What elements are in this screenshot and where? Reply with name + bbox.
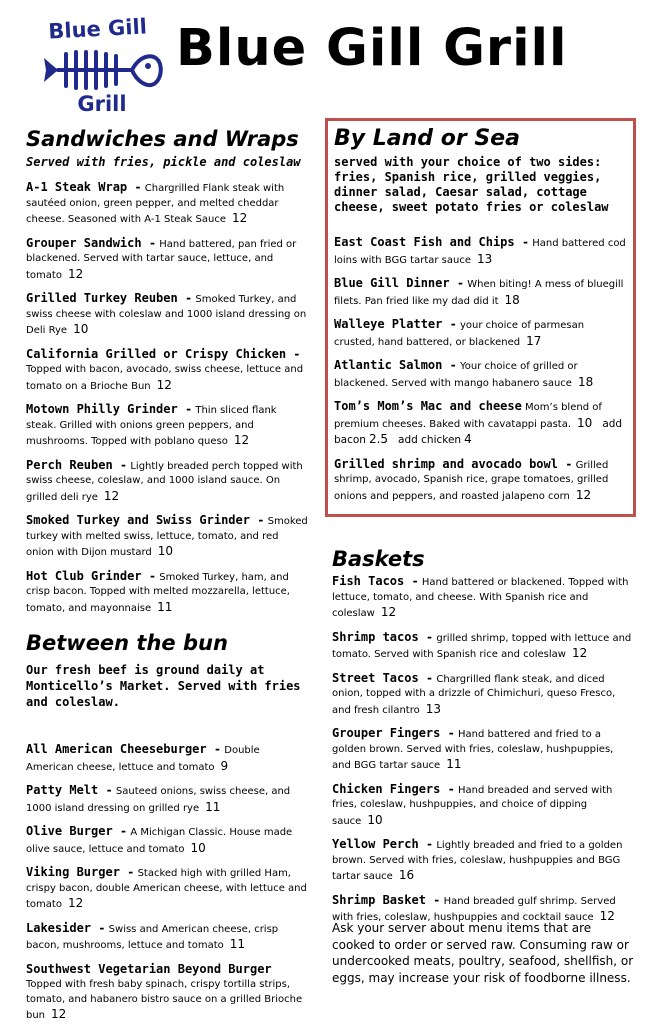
menu-item-name: Southwest Vegetarian Beyond Burger	[26, 961, 272, 976]
menu-item-name: Grilled Turkey Reuben -	[26, 291, 193, 305]
menu-item	[332, 574, 632, 622]
menu-item-price: 13	[425, 701, 442, 716]
menu-item	[26, 569, 308, 617]
menu-item-description: Hand battered and fried to a golden brown. Served with fries, coleslaw, hushpuppies, and BGG tartar sauce	[332, 729, 614, 771]
sandwich-list	[26, 180, 308, 616]
menu-item-price: 12	[380, 605, 397, 619]
menu-item	[332, 837, 632, 885]
left-column	[26, 126, 308, 1024]
menu-item-price: 18	[504, 292, 520, 307]
menu-item	[26, 783, 308, 816]
menu-item-price: 12	[575, 487, 592, 502]
menu-item-name: Shrimp tacos -	[332, 629, 434, 644]
menu-item	[26, 180, 308, 228]
menu-item-price: 11	[157, 599, 173, 614]
menu-item-name: Fish Tacos -	[332, 574, 419, 588]
menu-item-description: grilled shrimp, topped with lettuce and tomato. Served with Spanish rice and coleslaw	[332, 632, 632, 660]
menu-item-price: 16	[398, 868, 415, 882]
menu-item-name: Tom’s Mom’s Mac and cheese	[334, 399, 522, 413]
menu-item-description: Hand battered or blackened. Topped with lettuce, tomato, and cheese. With Spanish rice and coleslaw	[332, 577, 629, 619]
menu-item-description: Swiss and American cheese, crisp bacon, mushrooms, lettuce and tomato	[26, 923, 279, 951]
menu-item-price: 10	[190, 840, 206, 855]
menu-item-description: Mom’s blend of premium cheeses. Baked with cavatappi pasta.	[334, 402, 602, 430]
menu-item-name: Yellow Perch -	[332, 837, 434, 851]
menu-item-price: 12	[233, 433, 250, 447]
menu-item-description: Your choice of grilled or blackened. Served with mango habanero sauce	[334, 361, 578, 389]
menu-item-price: 12	[51, 1007, 67, 1021]
menu-item	[334, 358, 627, 391]
menu-item-description: Chargrilled Flank steak with sautéed onion, green pepper, and melted cheddar cheese. Seasoned with A-1 Steak Sauce	[26, 183, 285, 225]
menu-item-price: 10	[73, 322, 89, 336]
logo-line1: Blue Gill	[47, 14, 148, 44]
menu-item-description: Lightly breaded and fried to a golden brown. Served with fries, coleslaw, hushpuppies and BGG tartar sauce	[332, 840, 623, 882]
menu-item-description: Hand battered cod loins with BGG tartar sauce	[334, 238, 626, 266]
menu-item-description: Topped with bacon, avocado, swiss cheese, lettuce and tomato on a Brioche Bun	[26, 364, 304, 392]
add-on-price: 4	[464, 432, 472, 446]
menu-item	[334, 457, 627, 505]
menu-item	[26, 402, 308, 450]
baskets-title: Baskets	[332, 547, 425, 571]
menu-item-description: your choice of parmesan crusted, hand battered, or blackened	[334, 320, 585, 348]
menu-item-description: Hand breaded and served with fries, coleslaw, hushpuppies, and choice of dipping sauce	[332, 784, 613, 827]
land-or-sea-list	[334, 235, 627, 504]
menu-item-name: Grilled shrimp and avocado bowl -	[334, 456, 573, 471]
menu-item-description: Smoked turkey with melted swiss, lettuce, tomato, and red onion with Dijon mustard	[26, 516, 308, 558]
menu-item-name: A-1 Steak Wrap -	[26, 180, 142, 194]
menu-item-description: A Michigan Classic. House made olive sauce, lettuce and tomato	[26, 827, 293, 855]
baskets-column	[332, 546, 632, 926]
land-or-sea-subtitle: served with your choice of two sides: fries, Spanish rice, grilled veggies, dinner salad, Caesar salad, cottage cheese, sweet potato fries or coleslaw	[334, 155, 609, 214]
menu-item-description: Chargrilled flank steak, and diced onion, topped with a drizzle of Chimichuri, queso Fresco, and fresh cilantro	[332, 673, 616, 716]
menu-item-description: Topped with fresh baby spinach, crispy tortilla strips, tomato, and habanero bistro sauce on a grilled Brioche bun	[26, 979, 303, 1021]
menu-item-name: Hot Club Grinder -	[26, 568, 157, 583]
menu-item-name: Blue Gill Dinner -	[334, 276, 465, 290]
menu-item-price: 13	[476, 251, 493, 266]
menu-item	[334, 235, 627, 268]
menu-item-description: Hand breaded gulf shrimp. Served with fries, coleslaw, hushpuppies and cocktail sauce	[332, 895, 616, 923]
menu-item-description: Stacked high with grilled Ham, crispy bacon, double American cheese, with lettuce and tomato	[26, 868, 307, 910]
menu-item	[26, 824, 308, 857]
menu-item-name: Viking Burger -	[26, 865, 135, 879]
logo-line2: Grill	[77, 92, 127, 116]
menu-item-name: Shrimp Basket -	[332, 892, 441, 907]
baskets-list	[332, 574, 632, 926]
menu-item-price: 17	[526, 333, 542, 348]
menu-item	[332, 671, 632, 719]
menu-item	[26, 742, 308, 775]
menu-item	[332, 782, 632, 830]
menu-item-description: Sauteed onions, swiss cheese, and 1000 island dressing on grilled rye	[26, 786, 291, 814]
menu-item-description: Smoked Turkey, and swiss cheese with coleslaw and 1000 island dressing on Deli Rye	[26, 294, 307, 336]
menu-item	[332, 630, 632, 663]
menu-item	[334, 399, 627, 449]
menu-item	[334, 276, 627, 309]
menu-item-price: 11	[205, 799, 221, 814]
menu-item-name: Perch Reuben -	[26, 457, 128, 472]
menu-item-description: Lightly breaded perch topped with swiss cheese, coleslaw, and 1000 island sauce. On grilled deli rye	[26, 460, 303, 503]
menu-item-description: When biting! A mess of bluegill filets. Pan fried like my dad did it	[334, 279, 624, 307]
menu-item-price: 9	[220, 758, 229, 773]
menu-item-name: Grouper Sandwich -	[26, 235, 157, 250]
fish-skeleton-icon	[36, 14, 166, 118]
bun-list	[26, 742, 308, 1024]
consumer-advisory: Ask your server about menu items that are cooked to order or served raw. Consuming raw or undercooked meats, poultry, seafood, shellfish, or eggs, may increase your risk of foodborne illness.	[332, 921, 634, 985]
logo	[36, 14, 166, 118]
add-on-label: add bacon	[334, 417, 623, 446]
menu-item-name: All American Cheeseburger -	[26, 742, 222, 756]
menu-item-name: Walleye Platter -	[334, 317, 457, 331]
menu-item-name: Smoked Turkey and Swiss Grinder -	[26, 513, 265, 527]
menu-item-price: 12	[599, 909, 615, 923]
menu-item-price: 11	[446, 757, 462, 771]
menu-item-description: Thin sliced flank steak. Grilled with onions green peppers, and mushrooms. Topped with poblano queso	[26, 405, 277, 447]
menu-item-price: 11	[229, 937, 246, 951]
menu-item-price: 12	[571, 646, 588, 660]
bun-subtitle: Our fresh beef is ground daily at Monticello’s Market. Served with fries and coleslaw.	[26, 663, 301, 709]
restaurant-title: Blue Gill Grill	[176, 19, 568, 78]
menu-item	[26, 291, 308, 339]
menu-item-name: California Grilled or Crispy Chicken -	[26, 346, 301, 361]
sandwiches-title: Sandwiches and Wraps	[26, 127, 299, 151]
menu-item-name: Atlantic Salmon -	[334, 358, 457, 372]
add-on-label: add chicken	[398, 434, 462, 446]
menu-item-price: 12	[67, 896, 84, 910]
menu-item-description: Double American cheese, lettuce and tomato	[26, 745, 260, 773]
menu-item-price: 10	[157, 544, 174, 558]
menu-item-name: Grouper Fingers -	[332, 726, 455, 740]
add-on	[398, 434, 472, 446]
menu-item	[26, 865, 308, 913]
land-or-sea-title: By Land or Sea	[334, 126, 520, 151]
menu-item	[334, 317, 627, 350]
land-or-sea-box	[325, 118, 636, 517]
menu-item-name: Motown Philly Grinder -	[26, 402, 193, 416]
menu-item-name: East Coast Fish and Chips -	[334, 235, 530, 249]
menu-item	[26, 236, 308, 284]
menu-item-price: 12	[103, 488, 120, 503]
menu-item-price: 18	[577, 374, 594, 389]
menu-item-description: Smoked Turkey, ham, and crisp bacon. Topped with melted mozzarella, lettuce, tomato, and mayonnaise	[26, 571, 290, 614]
menu-item-name: Olive Burger -	[26, 824, 128, 838]
menu-item-price: 12	[231, 211, 248, 225]
menu-item	[26, 962, 308, 1024]
add-on-price: 2.5	[368, 432, 389, 446]
menu-item	[26, 513, 308, 561]
menu-item-name: Street Tacos -	[332, 670, 434, 685]
menu-item-price: 12	[67, 266, 84, 281]
menu-item-price: 12	[156, 377, 172, 392]
menu-item-price: 10	[577, 415, 593, 430]
menu-item-name: Chicken Fingers -	[332, 781, 455, 796]
menu-item-name: Lakesider -	[26, 920, 106, 935]
menu-item	[332, 726, 632, 774]
menu-item-price: 10	[367, 812, 383, 827]
bun-title: Between the bun	[26, 631, 228, 655]
menu-item-name: Patty Melt -	[26, 783, 113, 797]
menu-item	[26, 921, 308, 954]
menu-item	[26, 347, 308, 395]
sandwiches-subtitle: Served with fries, pickle and coleslaw	[26, 155, 301, 169]
menu-item-description: Grilled shrimp, avocado, Spanish rice, grape tomatoes, grilled onions and peppers, and roasted jalapeno corn	[334, 459, 609, 502]
menu-item	[26, 458, 308, 506]
menu-item-description: Hand battered, pan fried or blackened. Served with tartar sauce, lettuce, and tomato	[26, 238, 297, 281]
